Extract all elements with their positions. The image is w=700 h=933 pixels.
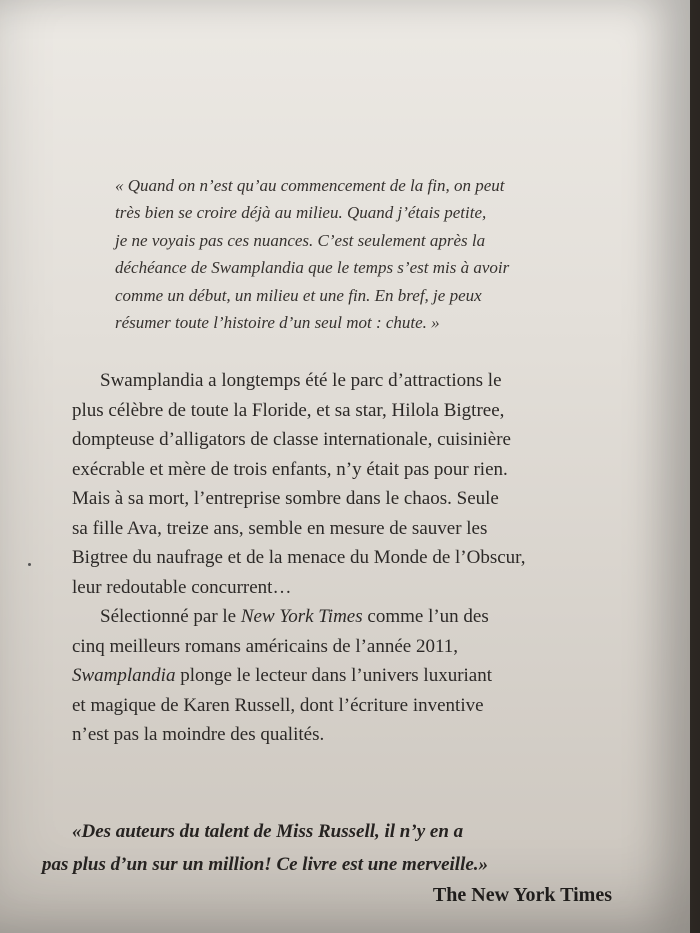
blurb-line: «Des auteurs du talent de Miss Russell, il n’y en a — [72, 821, 464, 842]
opening-quote — [115, 172, 585, 336]
review-line — [72, 602, 622, 632]
text-run: plonge le lecteur dans l’univers luxuriant — [175, 665, 493, 686]
synopsis-line: leur redoutable concurrent… — [72, 576, 292, 598]
press-blurb — [42, 815, 622, 881]
synopsis-line: plus célèbre de toute la Floride, et sa star, Hilola Bigtree, — [72, 399, 505, 421]
synopsis — [72, 366, 622, 750]
review-line: et magique de Karen Russell, dont l’écriture inventive — [72, 694, 484, 716]
quote-line: très bien se croire déjà au milieu. Quand j’étais petite, — [115, 203, 487, 223]
blurb-line: pas plus d’un sur un million! Ce livre est une merveille.» — [42, 854, 489, 875]
synopsis-line: exécrable et mère de trois enfants, n’y était pas pour rien. — [72, 458, 508, 480]
synopsis-line: Mais à sa mort, l’entreprise sombre dans le chaos. Seule — [72, 488, 499, 509]
synopsis-line: Bigtree du naufrage et de la menace du Monde de l’Obscur, — [72, 547, 526, 568]
blurb-source: The New York Times — [432, 884, 612, 906]
review-line: cinq meilleurs romans américains de l’année 2011, — [72, 635, 459, 657]
text-run: comme l’un des — [362, 606, 489, 627]
synopsis-line: sa fille Ava, treize ans, semble en mesure de sauver les — [72, 517, 488, 539]
synopsis-line: dompteuse d’alligators de classe internationale, cuisinière — [72, 429, 511, 450]
quote-line: comme un début, un milieu et une fin. En bref, je peux — [115, 285, 482, 305]
quote-line: déchéance de Swamplandia que le temps s’est mis à avoir — [115, 258, 510, 278]
quote-line: je ne voyais pas ces nuances. C’est seulement après la — [115, 230, 486, 250]
review-line: n’est pas la moindre des qualités. — [72, 724, 325, 745]
newspaper-title: New York Times — [240, 606, 363, 627]
quote-line: résumer toute l’histoire d’un seul mot : chute. » — [115, 313, 440, 333]
synopsis-line: Swamplandia a longtemps été le parc d’attractions le — [100, 370, 502, 391]
quote-line: « Quand on n’est qu’au commencement de la fin, on peut — [115, 176, 505, 195]
book-title: Swamplandia — [72, 665, 176, 686]
speck — [28, 563, 31, 566]
text-run: Sélectionné par le — [100, 606, 241, 627]
review-line — [72, 661, 622, 691]
